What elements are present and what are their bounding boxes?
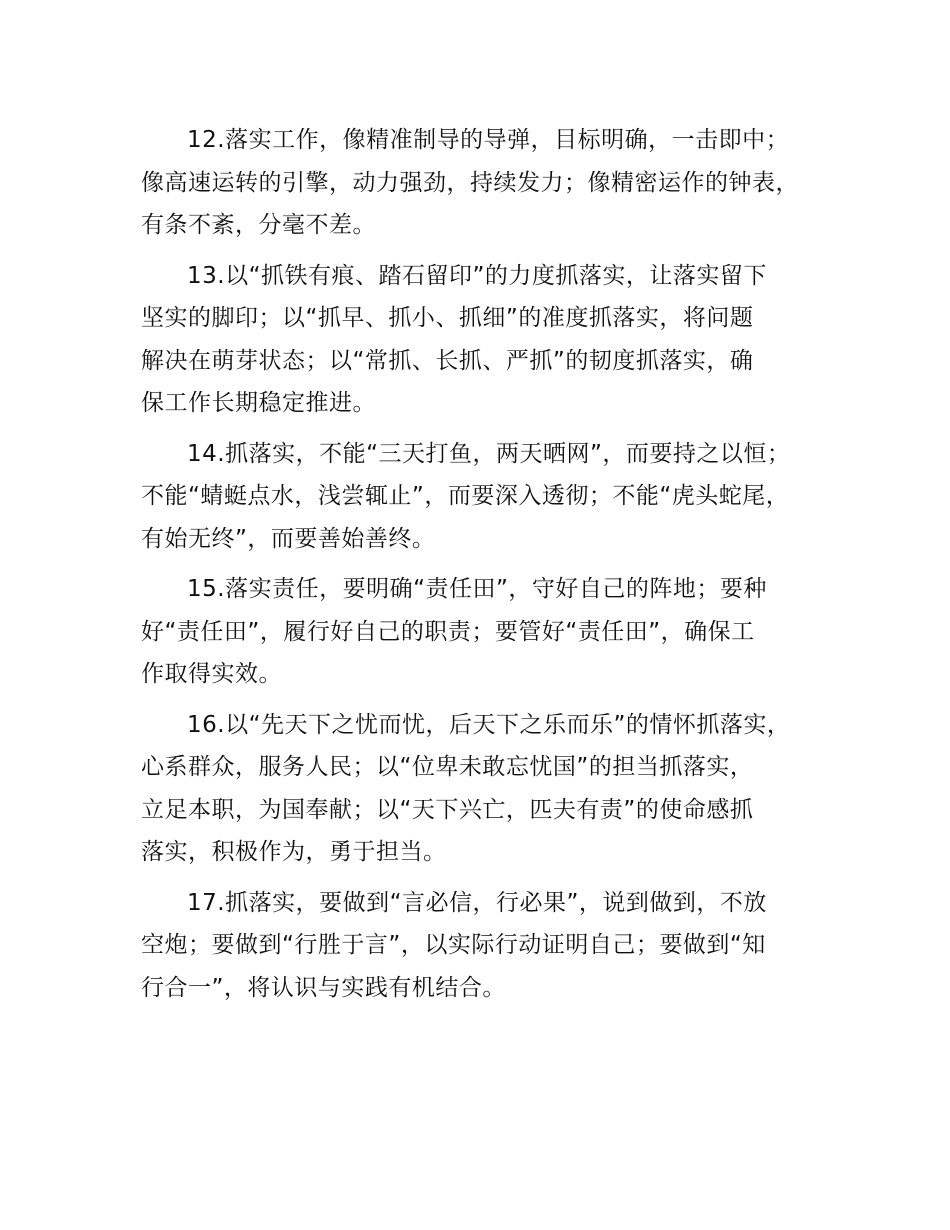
- paragraph-line: 有始无终”，而要善始善终。: [141, 525, 436, 552]
- paragraph-line: 不能“蜻蜓点水，浅尝辄止”，而要深入透彻；不能“虎头蛇尾，: [141, 483, 790, 509]
- paragraph-line: 有条不紊，分毫不差。: [141, 212, 376, 238]
- paragraph-14: [141, 433, 833, 561]
- paragraph-line: 16.以“先天下之忧而忧，后天下之乐而乐”的情怀抓落实，: [187, 711, 791, 738]
- paragraph-line: 17.抓落实，要做到“言必信，行必果”，说到做到，不放: [187, 889, 767, 916]
- paragraph-16: [141, 704, 833, 874]
- paragraph-line: 立足本职，为国奉献；以“天下兴亡，匹夫有责”的使命感抓: [141, 796, 754, 823]
- paragraph-line: 空炮；要做到“行胜于言”，以实际行动证明自己；要做到“知: [141, 932, 766, 958]
- paragraph-line: 作取得实效。: [141, 661, 282, 687]
- paragraph-line: 像高速运转的引擎，动力强劲，持续发力；像精密运作的钟表，: [141, 169, 799, 196]
- paragraph-line: 坚实的脚印；以“抓早、抓小、抓细”的准度抓落实，将问题: [141, 305, 754, 331]
- paragraph-line: 13.以“抓铁有痕、踏石留印”的力度抓落实，让落实留下: [187, 262, 767, 289]
- paragraph-line: 心系群众，服务人民；以“位卑未敢忘忧国”的担当抓落实，: [141, 754, 754, 780]
- paragraph-12: [141, 119, 833, 247]
- paragraph-15: [141, 568, 833, 696]
- document-body: [141, 119, 833, 1017]
- paragraph-line: 好“责任田”，履行好自己的职责；要管好“责任田”，确保工: [141, 618, 755, 645]
- paragraph-line: 行合一”，将认识与实践有机结合。: [141, 974, 506, 1001]
- paragraph-line: 落实，积极作为，勇于担当。: [141, 839, 447, 865]
- paragraph-line: 保工作长期稳定推进。: [141, 390, 376, 416]
- paragraph-13: [141, 255, 833, 425]
- paragraph-17: [141, 882, 833, 1010]
- paragraph-line: 解决在萌芽状态；以“常抓、长抓、严抓”的韧度抓落实，确: [141, 347, 754, 374]
- paragraph-line: 14.抓落实，不能“三天打鱼，两天晒网”，而要持之以恒；: [187, 440, 791, 467]
- paragraph-line: 12.落实工作，像精准制导的导弹，目标明确，一击即中；: [187, 127, 790, 153]
- paragraph-line: 15.落实责任，要明确“责任田”，守好自己的阵地；要种: [187, 576, 767, 602]
